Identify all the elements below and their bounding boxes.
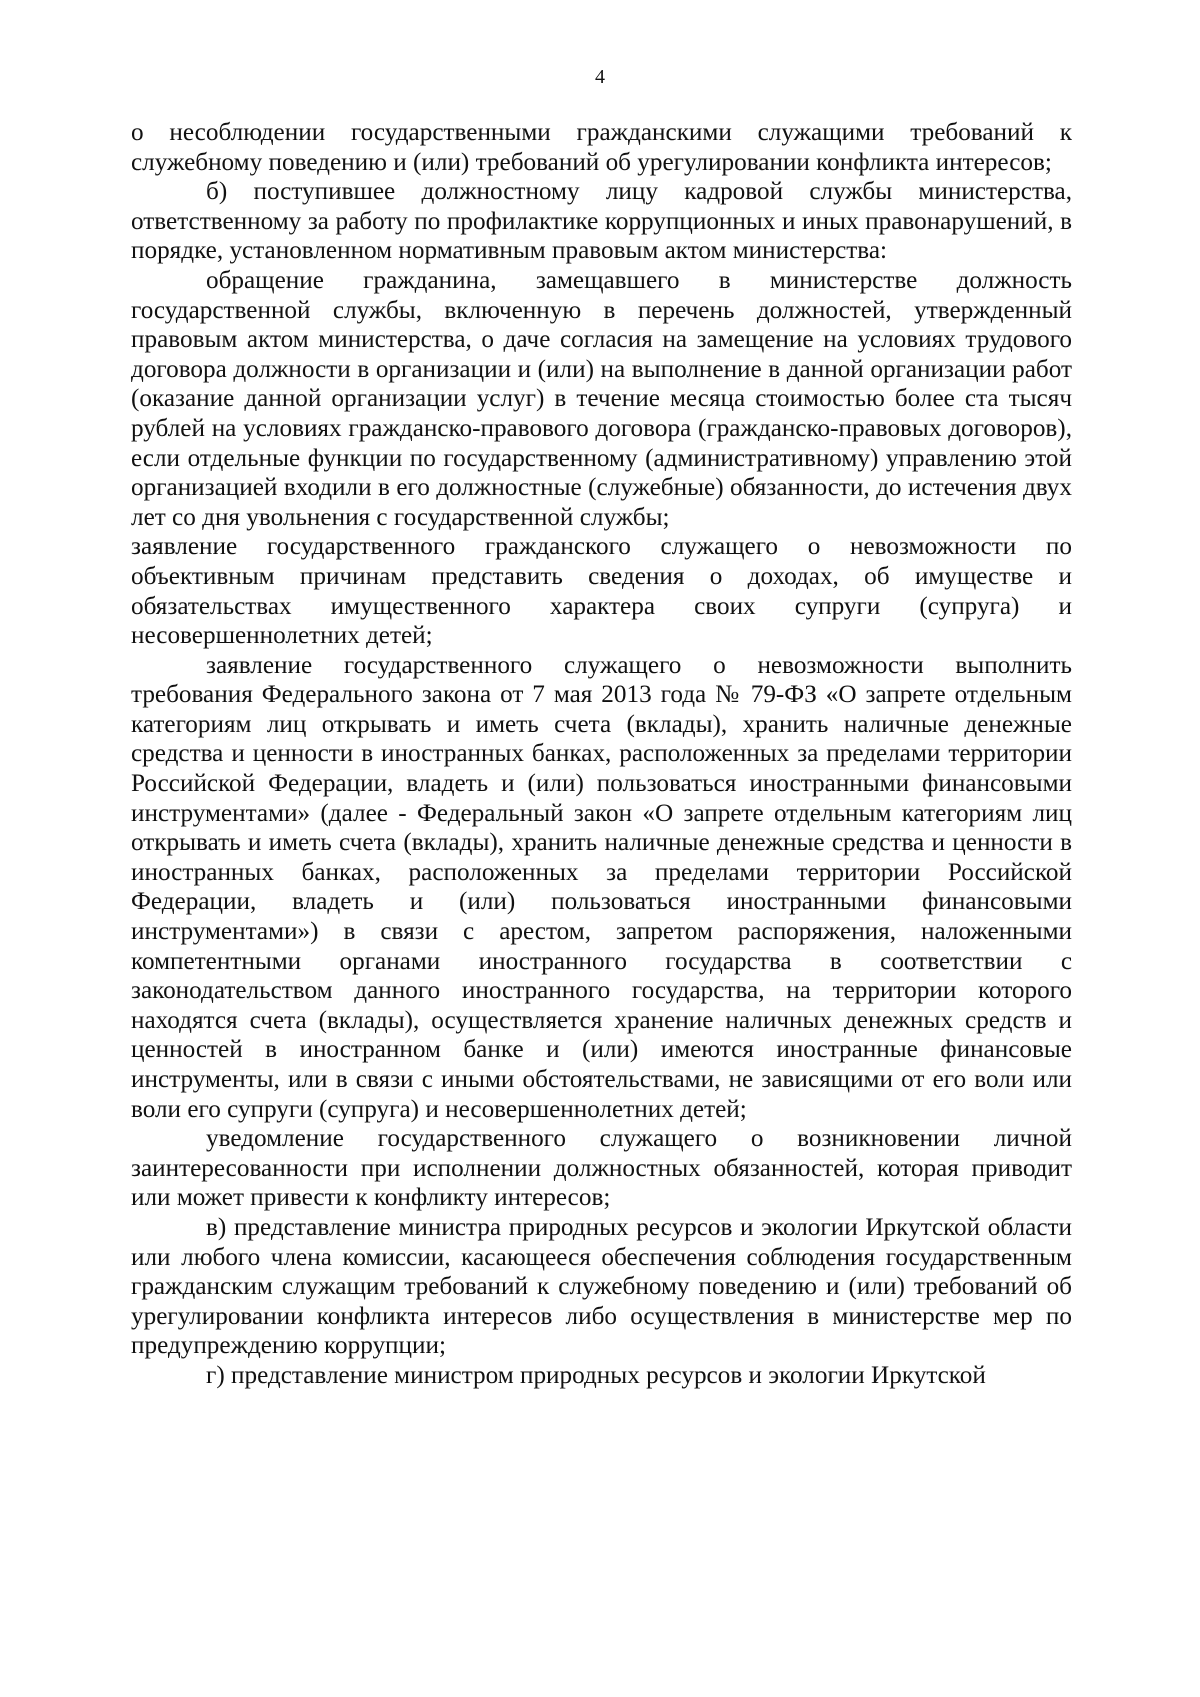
paragraph-item-b: б) поступившее должностному лицу кадровой службы министерства, ответственному за работу по профилактике коррупционных и иных правонарушений, в порядке, установленном нормативным правовым актом министерства: <box>131 178 1072 265</box>
paragraph-item-v: в) представление министра природных ресурсов и экологии Иркутской области или любого члена комиссии, касающееся обеспечения соблюдения государственным гражданским служащим требований к служебному поведению и (или) требований об урегулировании конфликта интересов либо осуществления в министерстве мер по предупреждению коррупции; <box>131 1213 1072 1360</box>
paragraph-appeal-citizen: обращение гражданина, замещавшего в министерстве должность государственной службы, включенную в перечень должностей, утвержденный правовым актом министерства, о даче согласия на замещение на условиях трудового договора должности в организации и (или) на выполнение в данной организации работ (оказание данной организации услуг) в течение месяца стоимостью более ста тысяч рублей на условиях гражданско-правового договора (гражданско-правовых договоров), если отдельные функции по государственному (административному) управлению этой организацией входили в его должностные (служебные) обязанности, до истечения двух лет со дня увольнения с государственной службы; <box>131 266 1072 531</box>
paragraph-continuation: о несоблюдении государственными гражданскими служащими требований к служебному поведению и (или) требований об урегулировании конфликта интересов; <box>131 119 1072 176</box>
page-number: 4 <box>595 66 605 88</box>
paragraph-statement-income: заявление государственного гражданского служащего о невозможности по объективным причинам представить сведения о доходах, об имуществе и обязательствах имущественного характера своих супруги (супруга) и несовершеннолетних детей; <box>131 533 1072 650</box>
paragraph-statement-federal-law: заявление государственного служащего о невозможности выполнить требования Федерального закона от 7 мая 2013 года № 79-ФЗ «О запрете отдельным категориям лиц открывать и иметь счета (вклады), хранить наличные денежные средства и ценности в иностранных банках, расположенных за пределами территории Российской Федерации, владеть и (или) пользоваться иностранными финансовыми инструментами» (далее - Федеральный закон «О запрете отдельным категориям лиц открывать и иметь счета (вклады), хранить наличные денежные средства и ценности в иностранных банках, расположенных за пределами территории Российской Федерации, владеть и (или) пользоваться иностранными финансовыми инструментами») в связи с арестом, запретом распоряжения, наложенными компетентными органами иностранного государства в соответствии с законодательством данного иностранного государства, на территории которого находятся счета (вклады), осуществляется хранение наличных денежных средств и ценностей в иностранном банке и (или) имеются иностранные финансовые инструменты, или в связи с иными обстоятельствами, не зависящими от его воли или воли его супруги (супруга) и несовершеннолетних детей; <box>131 651 1072 1123</box>
paragraph-item-g: г) представление министром природных ресурсов и экологии Иркутской <box>206 1361 986 1389</box>
document-body <box>131 118 1072 1391</box>
paragraph-notification-conflict: уведомление государственного служащего о возникновении личной заинтересованности при исполнении должностных обязанностей, которая приводит или может привести к конфликту интересов; <box>131 1125 1072 1212</box>
